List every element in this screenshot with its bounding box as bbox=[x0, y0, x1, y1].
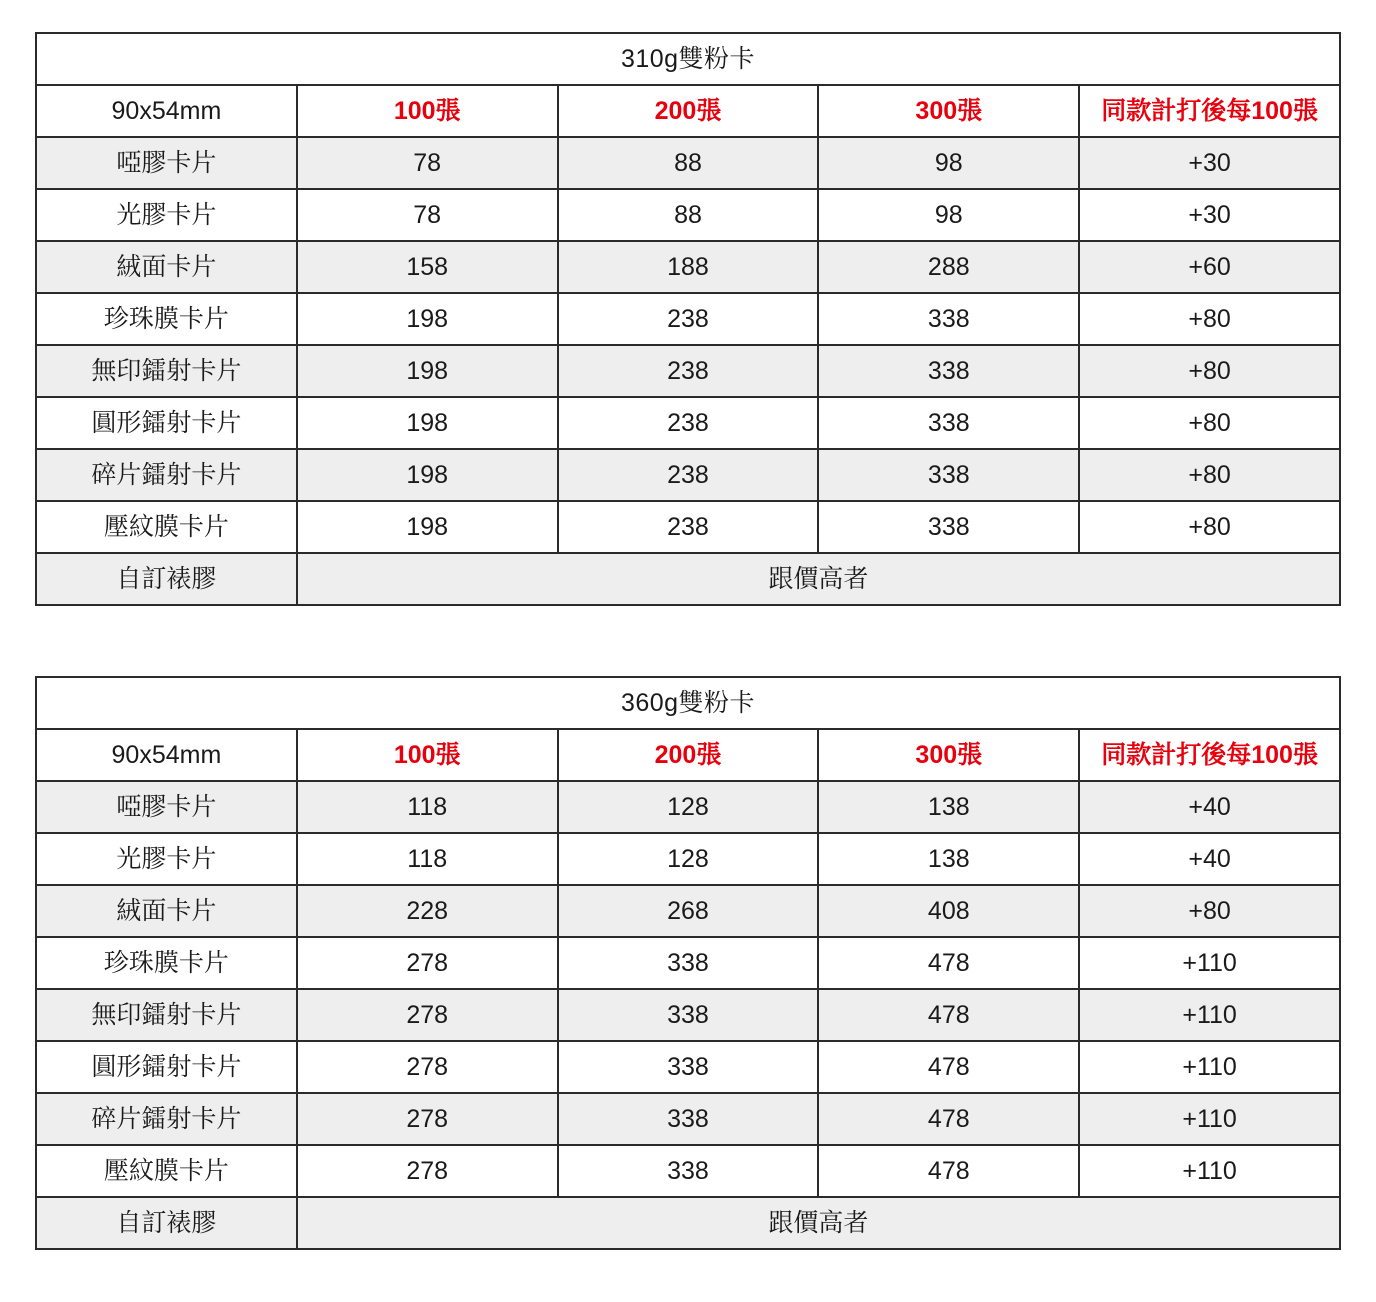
cell-qty-300: 478 bbox=[818, 989, 1079, 1041]
cell-qty-100: 278 bbox=[297, 989, 558, 1041]
cell-qty-200: 88 bbox=[558, 189, 819, 241]
table-header-row bbox=[36, 729, 1340, 781]
row-label: 圓形鐳射卡片 bbox=[36, 1041, 297, 1093]
cell-qty-200: 128 bbox=[558, 781, 819, 833]
cell-qty-100: 198 bbox=[297, 397, 558, 449]
table-title-row bbox=[36, 33, 1340, 85]
row-label: 絨面卡片 bbox=[36, 885, 297, 937]
cell-reprint: +80 bbox=[1079, 397, 1340, 449]
column-header-reprint: 同款計打後每100張 bbox=[1079, 85, 1340, 137]
cell-reprint: +80 bbox=[1079, 293, 1340, 345]
cell-qty-200: 128 bbox=[558, 833, 819, 885]
cell-qty-100: 78 bbox=[297, 137, 558, 189]
table-title: 310g雙粉卡 bbox=[36, 33, 1340, 85]
cell-qty-300: 288 bbox=[818, 241, 1079, 293]
cell-reprint: +80 bbox=[1079, 885, 1340, 937]
cell-reprint: +110 bbox=[1079, 989, 1340, 1041]
row-label: 圓形鐳射卡片 bbox=[36, 397, 297, 449]
table-row bbox=[36, 293, 1340, 345]
price-table-360g-wrap bbox=[35, 676, 1341, 1250]
cell-qty-100: 198 bbox=[297, 293, 558, 345]
row-label: 無印鐳射卡片 bbox=[36, 989, 297, 1041]
cell-qty-200: 238 bbox=[558, 345, 819, 397]
cell-qty-300: 338 bbox=[818, 397, 1079, 449]
cell-qty-100: 198 bbox=[297, 345, 558, 397]
cell-qty-200: 238 bbox=[558, 293, 819, 345]
cell-qty-100: 198 bbox=[297, 501, 558, 553]
table-row bbox=[36, 885, 1340, 937]
cell-reprint: +110 bbox=[1079, 1145, 1340, 1197]
table-row bbox=[36, 501, 1340, 553]
cell-qty-100: 118 bbox=[297, 833, 558, 885]
table-header-row bbox=[36, 85, 1340, 137]
table-title-row bbox=[36, 677, 1340, 729]
cell-qty-300: 408 bbox=[818, 885, 1079, 937]
cell-qty-100: 278 bbox=[297, 937, 558, 989]
table-row bbox=[36, 189, 1340, 241]
cell-qty-300: 98 bbox=[818, 189, 1079, 241]
row-label: 珍珠膜卡片 bbox=[36, 293, 297, 345]
footer-value: 跟價高者 bbox=[297, 1197, 1340, 1249]
cell-qty-100: 198 bbox=[297, 449, 558, 501]
cell-qty-300: 338 bbox=[818, 293, 1079, 345]
row-label: 壓紋膜卡片 bbox=[36, 1145, 297, 1197]
cell-reprint: +80 bbox=[1079, 501, 1340, 553]
price-table-310g bbox=[35, 32, 1341, 606]
cell-reprint: +30 bbox=[1079, 189, 1340, 241]
table-footer-row bbox=[36, 553, 1340, 605]
cell-qty-100: 118 bbox=[297, 781, 558, 833]
column-header-qty-100: 100張 bbox=[297, 85, 558, 137]
cell-qty-300: 338 bbox=[818, 345, 1079, 397]
row-label: 光膠卡片 bbox=[36, 189, 297, 241]
table-row bbox=[36, 781, 1340, 833]
cell-reprint: +80 bbox=[1079, 345, 1340, 397]
row-label: 碎片鐳射卡片 bbox=[36, 1093, 297, 1145]
cell-reprint: +110 bbox=[1079, 937, 1340, 989]
cell-reprint: +110 bbox=[1079, 1093, 1340, 1145]
row-label: 無印鐳射卡片 bbox=[36, 345, 297, 397]
cell-qty-200: 88 bbox=[558, 137, 819, 189]
table-row bbox=[36, 137, 1340, 189]
table-footer-row bbox=[36, 1197, 1340, 1249]
row-label: 光膠卡片 bbox=[36, 833, 297, 885]
column-header-qty-300: 300張 bbox=[818, 729, 1079, 781]
cell-qty-300: 338 bbox=[818, 449, 1079, 501]
row-label: 碎片鐳射卡片 bbox=[36, 449, 297, 501]
price-table-310g-wrap bbox=[35, 32, 1341, 606]
cell-qty-300: 138 bbox=[818, 781, 1079, 833]
table-row bbox=[36, 937, 1340, 989]
footer-label: 自訂裱膠 bbox=[36, 553, 297, 605]
cell-qty-100: 158 bbox=[297, 241, 558, 293]
cell-qty-200: 238 bbox=[558, 397, 819, 449]
column-header-qty-200: 200張 bbox=[558, 85, 819, 137]
table-row bbox=[36, 397, 1340, 449]
cell-qty-200: 338 bbox=[558, 989, 819, 1041]
cell-qty-100: 78 bbox=[297, 189, 558, 241]
cell-qty-200: 338 bbox=[558, 1145, 819, 1197]
row-label: 啞膠卡片 bbox=[36, 781, 297, 833]
table-title: 360g雙粉卡 bbox=[36, 677, 1340, 729]
row-label: 珍珠膜卡片 bbox=[36, 937, 297, 989]
column-header-qty-200: 200張 bbox=[558, 729, 819, 781]
column-header-qty-300: 300張 bbox=[818, 85, 1079, 137]
table-spacer bbox=[0, 606, 1376, 676]
table-row bbox=[36, 833, 1340, 885]
size-label: 90x54mm bbox=[36, 729, 297, 781]
table-row bbox=[36, 989, 1340, 1041]
table-row bbox=[36, 1093, 1340, 1145]
cell-qty-200: 188 bbox=[558, 241, 819, 293]
row-label: 絨面卡片 bbox=[36, 241, 297, 293]
cell-reprint: +80 bbox=[1079, 449, 1340, 501]
cell-reprint: +40 bbox=[1079, 833, 1340, 885]
cell-qty-200: 268 bbox=[558, 885, 819, 937]
cell-qty-200: 238 bbox=[558, 501, 819, 553]
table-row bbox=[36, 449, 1340, 501]
cell-qty-100: 278 bbox=[297, 1041, 558, 1093]
table-row bbox=[36, 1041, 1340, 1093]
table-row bbox=[36, 345, 1340, 397]
cell-qty-100: 278 bbox=[297, 1145, 558, 1197]
column-header-qty-100: 100張 bbox=[297, 729, 558, 781]
row-label: 壓紋膜卡片 bbox=[36, 501, 297, 553]
cell-reprint: +30 bbox=[1079, 137, 1340, 189]
table-row bbox=[36, 241, 1340, 293]
cell-qty-200: 338 bbox=[558, 1041, 819, 1093]
cell-qty-200: 338 bbox=[558, 937, 819, 989]
footer-label: 自訂裱膠 bbox=[36, 1197, 297, 1249]
price-table-360g bbox=[35, 676, 1341, 1250]
cell-qty-100: 278 bbox=[297, 1093, 558, 1145]
cell-qty-100: 228 bbox=[297, 885, 558, 937]
cell-qty-300: 478 bbox=[818, 1093, 1079, 1145]
cell-qty-300: 478 bbox=[818, 937, 1079, 989]
cell-reprint: +60 bbox=[1079, 241, 1340, 293]
cell-reprint: +110 bbox=[1079, 1041, 1340, 1093]
size-label: 90x54mm bbox=[36, 85, 297, 137]
footer-value: 跟價高者 bbox=[297, 553, 1340, 605]
cell-qty-300: 338 bbox=[818, 501, 1079, 553]
column-header-reprint: 同款計打後每100張 bbox=[1079, 729, 1340, 781]
cell-reprint: +40 bbox=[1079, 781, 1340, 833]
table-row bbox=[36, 1145, 1340, 1197]
cell-qty-300: 98 bbox=[818, 137, 1079, 189]
row-label: 啞膠卡片 bbox=[36, 137, 297, 189]
cell-qty-300: 478 bbox=[818, 1041, 1079, 1093]
cell-qty-200: 338 bbox=[558, 1093, 819, 1145]
cell-qty-200: 238 bbox=[558, 449, 819, 501]
cell-qty-300: 478 bbox=[818, 1145, 1079, 1197]
cell-qty-300: 138 bbox=[818, 833, 1079, 885]
